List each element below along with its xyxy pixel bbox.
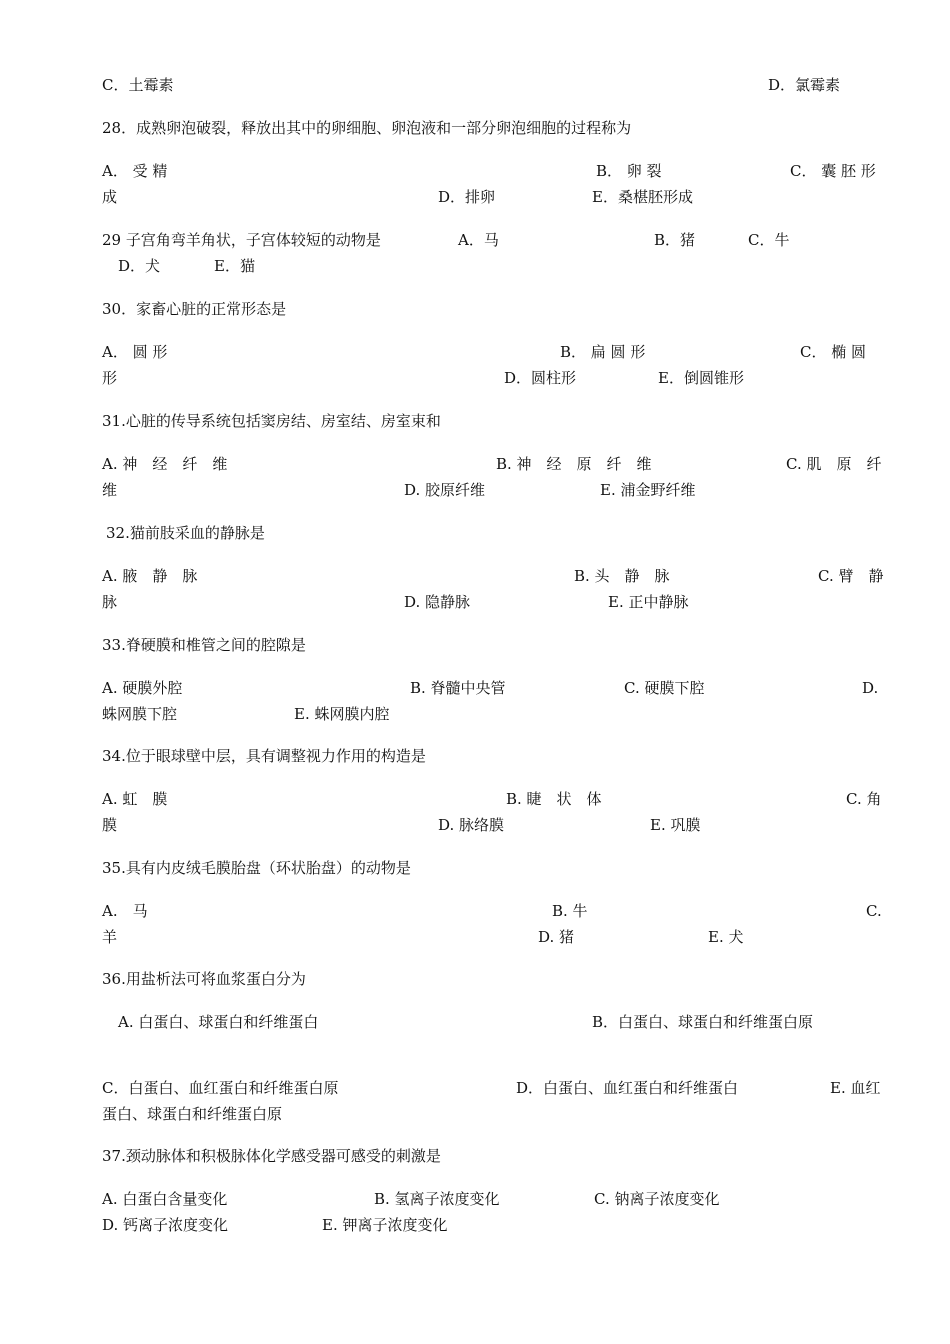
- option-a-q31: A. 神 经 纤 维: [102, 455, 228, 473]
- option-d-q31: D. 胶原纤维: [404, 481, 486, 499]
- option-e-q34: E. 巩膜: [650, 816, 701, 834]
- option-a-q32: A. 腋 静 脉: [102, 567, 198, 585]
- option-c-q37: C. 钠离子浓度变化: [594, 1190, 720, 1208]
- option-d-q32: D. 隐静脉: [404, 593, 471, 611]
- option-b-q32: B. 头 静 脉: [574, 567, 670, 585]
- option-d-q37: D. 钙离子浓度变化: [102, 1216, 229, 1234]
- option-b-q33: B. 脊髓中央管: [410, 679, 506, 697]
- question-33: 33.脊硬膜和椎管之间的腔隙是: [102, 636, 306, 654]
- option-e-q28: E．桑椹胚形成: [592, 188, 693, 206]
- option-b-q35: B. 牛: [552, 902, 588, 920]
- option-c-q32-cont: 脉: [102, 593, 118, 611]
- question-28: 28．成熟卵泡破裂，释放出其中的卵细胞、卵泡液和一部分卵泡细胞的过程称为: [102, 119, 632, 137]
- option-c-q31-cont: 维: [102, 481, 118, 499]
- option-a-q35: A. 马: [102, 902, 148, 920]
- option-e-q32: E. 正中静脉: [608, 593, 689, 611]
- option-d-q27: D．氯霉素: [768, 76, 841, 94]
- option-b-q34: B. 睫 状 体: [506, 790, 602, 808]
- option-d-q35: D. 猪: [538, 928, 575, 946]
- option-b-q37: B. 氢离子浓度变化: [374, 1190, 500, 1208]
- question-36: 36.用盐析法可将血浆蛋白分为: [102, 970, 306, 988]
- option-c-q28-cont: 成: [102, 188, 118, 206]
- option-b-q31: B. 神 经 原 纤 维: [496, 455, 652, 473]
- option-e-q35: E. 犬: [708, 928, 744, 946]
- option-e-q36: E. 血红: [830, 1079, 881, 1097]
- option-c-q36: C．白蛋白、血红蛋白和纤维蛋白原: [102, 1079, 339, 1097]
- option-a-q34: A. 虹 膜: [102, 790, 168, 808]
- option-c-q30-cont: 形: [102, 369, 118, 387]
- option-d-q36: D．白蛋白、血红蛋白和纤维蛋白: [516, 1079, 739, 1097]
- option-c-q32: C. 臂 静: [818, 567, 884, 585]
- question-37: 37.颈动脉体和积极脉体化学感受器可感受的刺激是: [102, 1147, 441, 1165]
- option-a-q36: A. 白蛋白、球蛋白和纤维蛋白: [118, 1013, 319, 1031]
- option-c-q33: C. 硬膜下腔: [624, 679, 705, 697]
- option-b-q36: B．白蛋白、球蛋白和纤维蛋白原: [592, 1013, 814, 1031]
- option-c-q30: C． 椭 圆: [800, 343, 867, 361]
- option-e-q37: E. 钾离子浓度变化: [322, 1216, 448, 1234]
- option-a-q29: A．马: [458, 231, 499, 249]
- option-d-q29: D．犬: [118, 257, 161, 275]
- option-c-q34-cont: 膜: [102, 816, 118, 834]
- option-d-q34: D. 脉络膜: [438, 816, 505, 834]
- option-e-q33: E. 蛛网膜内腔: [294, 705, 390, 723]
- option-c-q35-cont: 羊: [102, 928, 118, 946]
- option-c-q28: C． 囊 胚 形: [790, 162, 876, 180]
- option-c-q35: C.: [866, 902, 882, 920]
- option-d-q28: D．排卵: [438, 188, 496, 206]
- option-c-q29: C．牛: [748, 231, 790, 249]
- question-32: 32.猫前肢采血的静脉是: [106, 524, 265, 542]
- option-c-q27: C．土霉素: [102, 76, 174, 94]
- option-a-q28: A． 受 精: [102, 162, 168, 180]
- option-a-q30: A． 圆 形: [102, 343, 168, 361]
- option-b-q28: B． 卵 裂: [596, 162, 662, 180]
- option-a-q37: A. 白蛋白含量变化: [102, 1190, 228, 1208]
- question-31: 31.心脏的传导系统包括窦房结、房室结、房室束和: [102, 412, 441, 430]
- option-d-q33: D.: [862, 679, 879, 697]
- question-35: 35.具有内皮绒毛膜胎盘（环状胎盘）的动物是: [102, 859, 411, 877]
- option-d-q33-cont: 蛛网膜下腔: [102, 705, 178, 723]
- option-e-q29: E．猫: [214, 257, 255, 275]
- option-d-q30: D．圆柱形: [504, 369, 577, 387]
- option-e-q36-cont: 蛋白、球蛋白和纤维蛋白原: [102, 1105, 283, 1123]
- option-b-q30: B． 扁 圆 形: [560, 343, 646, 361]
- question-29: 29 子宫角弯羊角状，子宫体较短的动物是: [102, 231, 381, 249]
- option-e-q30: E．倒圆锥形: [658, 369, 744, 387]
- option-e-q31: E. 浦金野纤维: [600, 481, 696, 499]
- question-34: 34.位于眼球壁中层，具有调整视力作用的构造是: [102, 747, 426, 765]
- question-30: 30．家畜心脏的正常形态是: [102, 300, 287, 318]
- option-a-q33: A. 硬膜外腔: [102, 679, 183, 697]
- option-b-q29: B．猪: [654, 231, 696, 249]
- option-c-q34: C. 角: [846, 790, 882, 808]
- option-c-q31: C. 肌 原 纤: [786, 455, 882, 473]
